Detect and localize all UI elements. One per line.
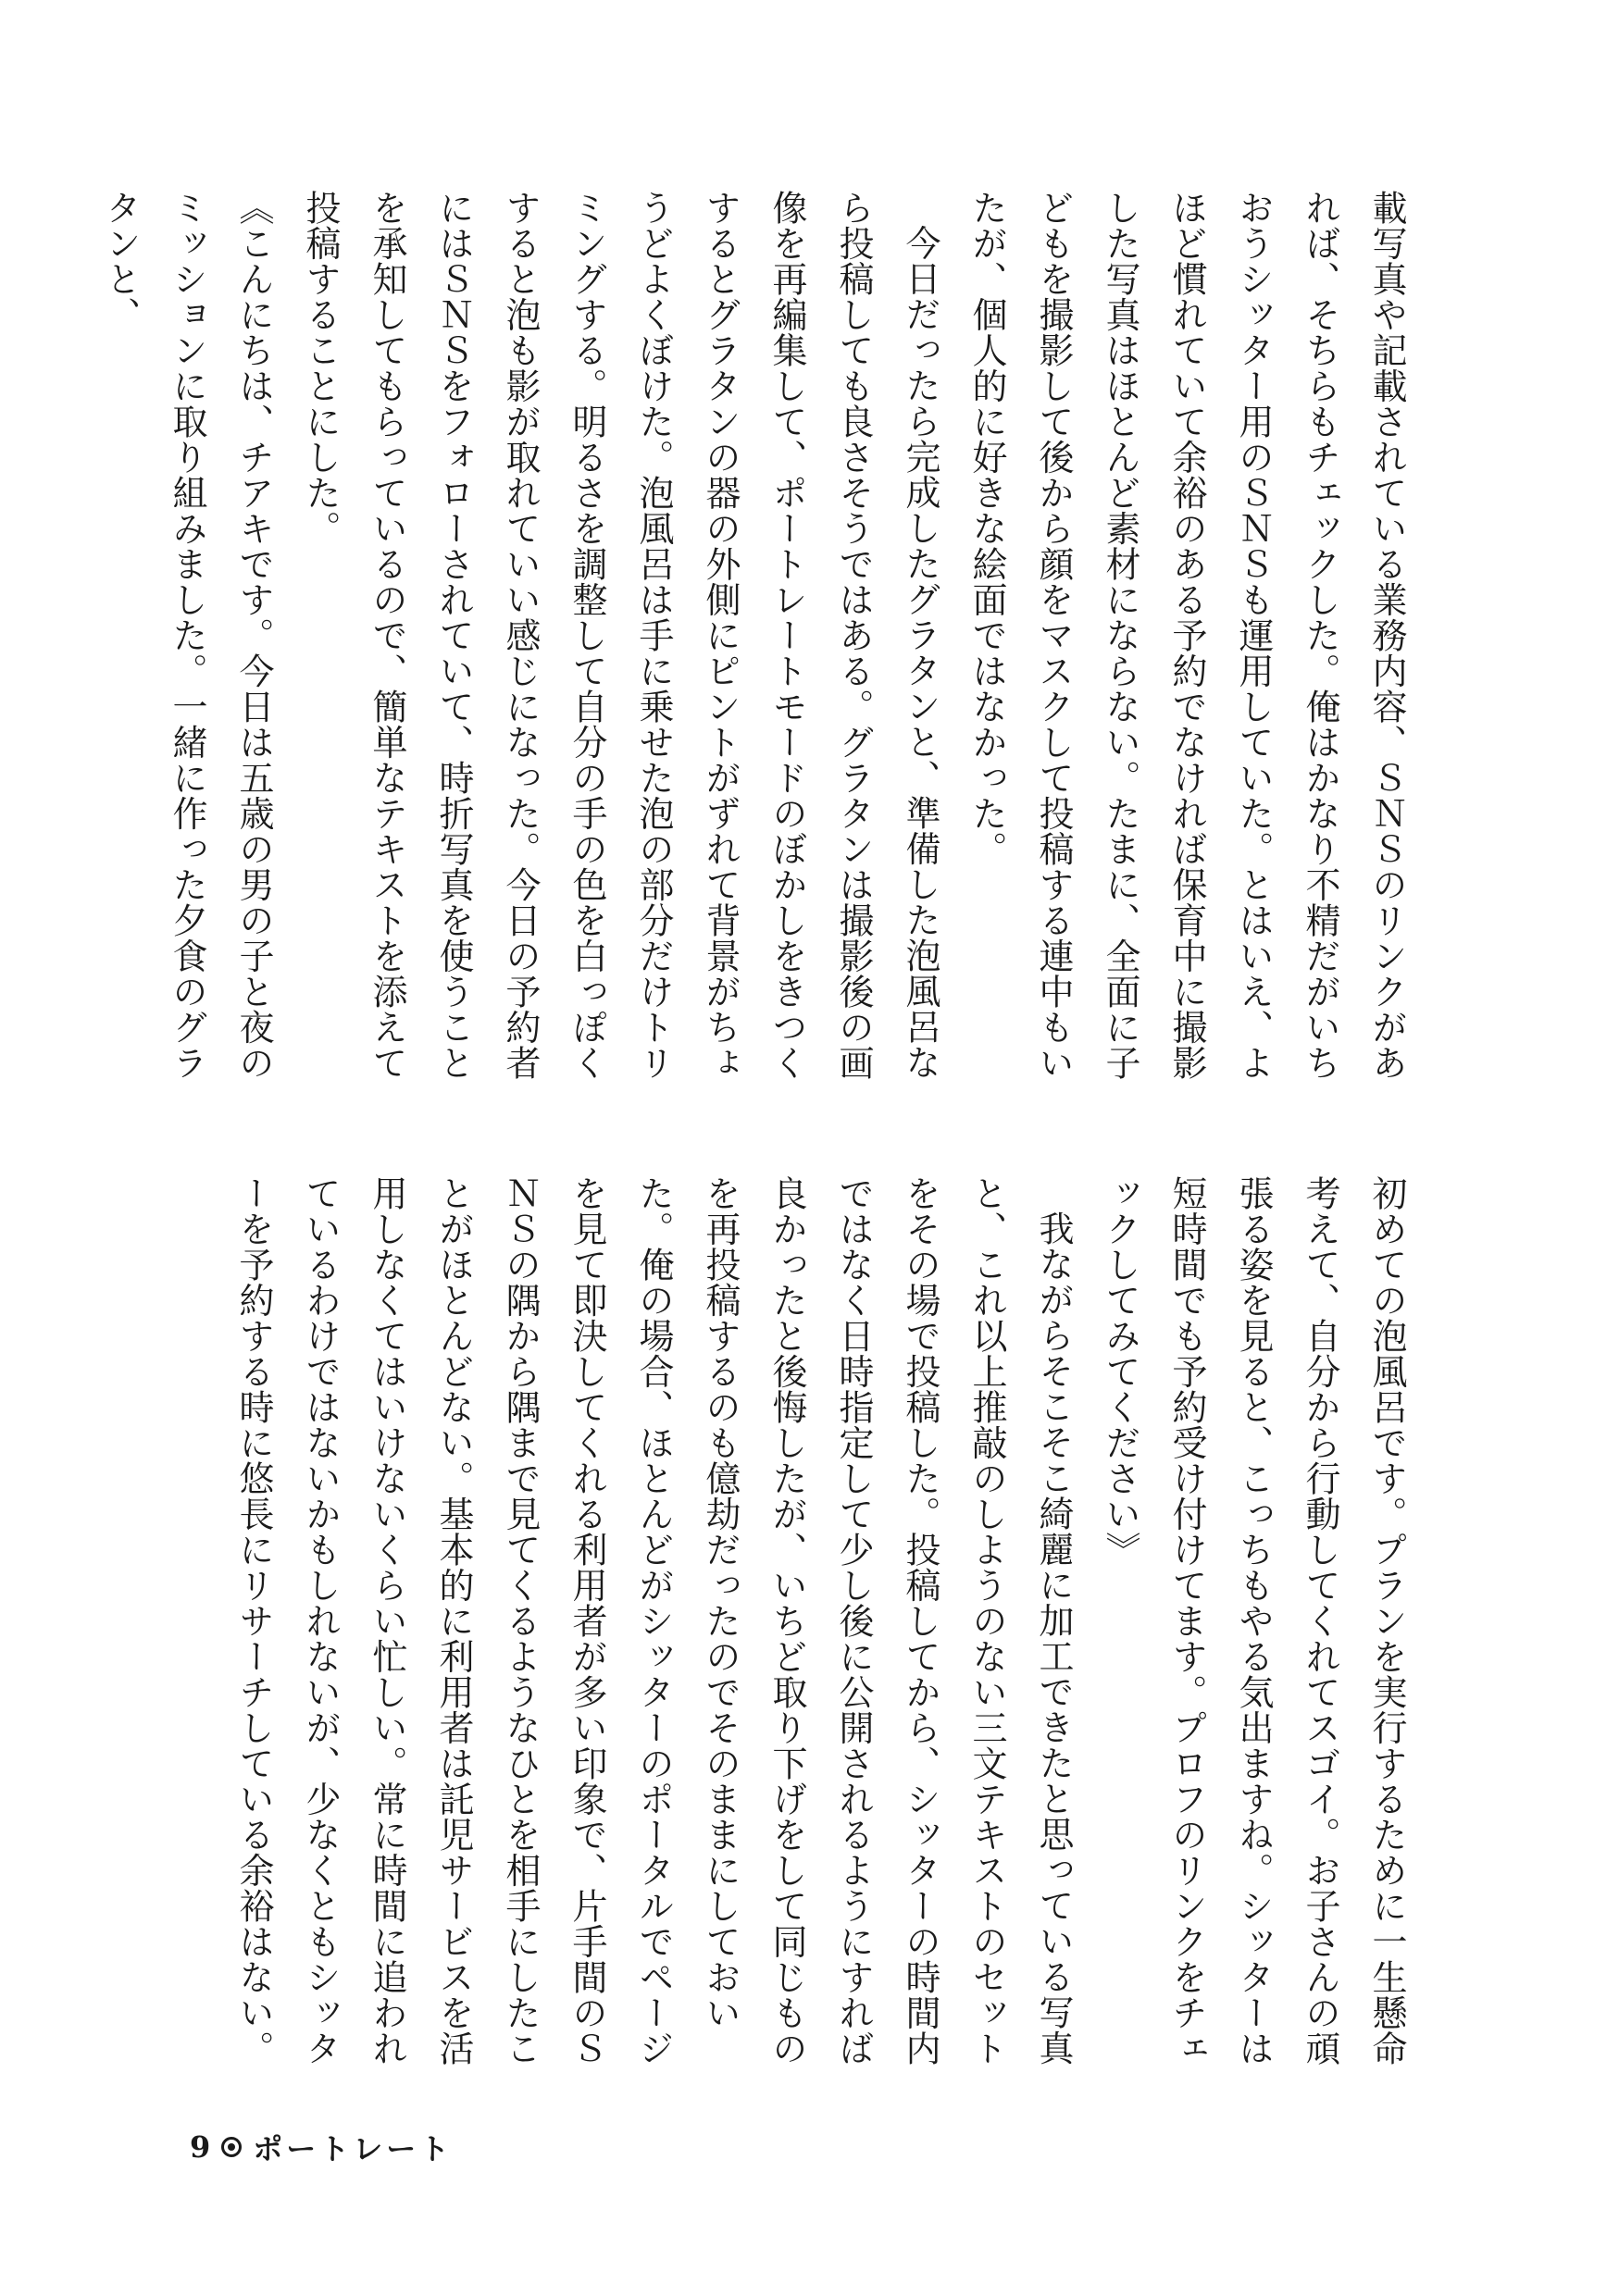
bullet-circle-icon — [221, 2137, 242, 2157]
paragraph: 初めての泡風呂です。プランを実行するために一生懸命考えて、自分から行動してくれてスゴイ。お子さんの頑張る姿を見ると、こっちもやる気出ますね。シッターは短時間でも予約受け付けてます。プロフのリンクをチェックしてみてください》 — [1100, 1175, 1407, 2066]
paragraph: 《こんにちは、チアキです。今日は五歳の男の子と夜のミッションに取り組みました。一緒に作った夕食のグラタンと、 — [100, 190, 274, 1081]
page-footer — [190, 2128, 453, 2166]
text-block-upper — [100, 190, 1420, 1115]
paragraph: 今日だったら完成したグラタンと、準備した泡風呂なら投稿しても良さそうではある。グラタンは撮影後の画像を再編集して、ポートレートモードのぼかしをきつくするとグラタンの器の外側にピントがずれて背景がちょうどよくぼけた。泡風呂は手に乗せた泡の部分だけトリミングする。明るさを調整して自分の手の色を白っぽくすると泡も影が取れていい感じになった。今日の予約者にはＳＮＳをフォローされていて、時折写真を使うことを承知してもらっているので、簡単なテキストを添えて投稿することにした。 — [300, 190, 940, 1081]
paragraph: 載写真や記載されている業務内容、ＳＮＳのリンクがあれば、そちらもチェックした。俺はかなり不精だがいちおうシッター用のＳＮＳも運用していた。とはいえ、よほど慣れていて余裕のある予約でなければ保育中に撮影した写真はほとんど素材にならない。たまに、全面に子どもを撮影して後から顔をマスクして投稿する連中もいたが、個人的に好きな絵面ではなかった。 — [966, 190, 1407, 1081]
section-title: ポートレート — [253, 2131, 454, 2166]
text-block-lower — [217, 1175, 1420, 2101]
paragraph: 我ながらそこそこ綺麗に加工できたと思っている写真と、これ以上推敲のしようのない三文テキストのセットをその場で投稿した。投稿してから、シッターの時間内ではなく日時指定して少し後に公開されるようにすれば良かったと後悔したが、いちど取り下げをして同じものを再投稿するのも億劫だったのでそのままにしておいた。俺の場合、ほとんどがシッターのポータルでページを見て即決してくれる利用者が多い印象で、片手間のＳＮＳの隅から隅まで見てくるようなひとを相手にしたことがほとんどない。基本的に利用者は託児サービスを活用しなくてはいけないくらい忙しい。常に時間に追われているわけではないかもしれないが、少なくともシッターを予約する時に悠長にリサーチしている余裕はない。 — [233, 1175, 1074, 2066]
page-number: 9 — [190, 2129, 211, 2165]
